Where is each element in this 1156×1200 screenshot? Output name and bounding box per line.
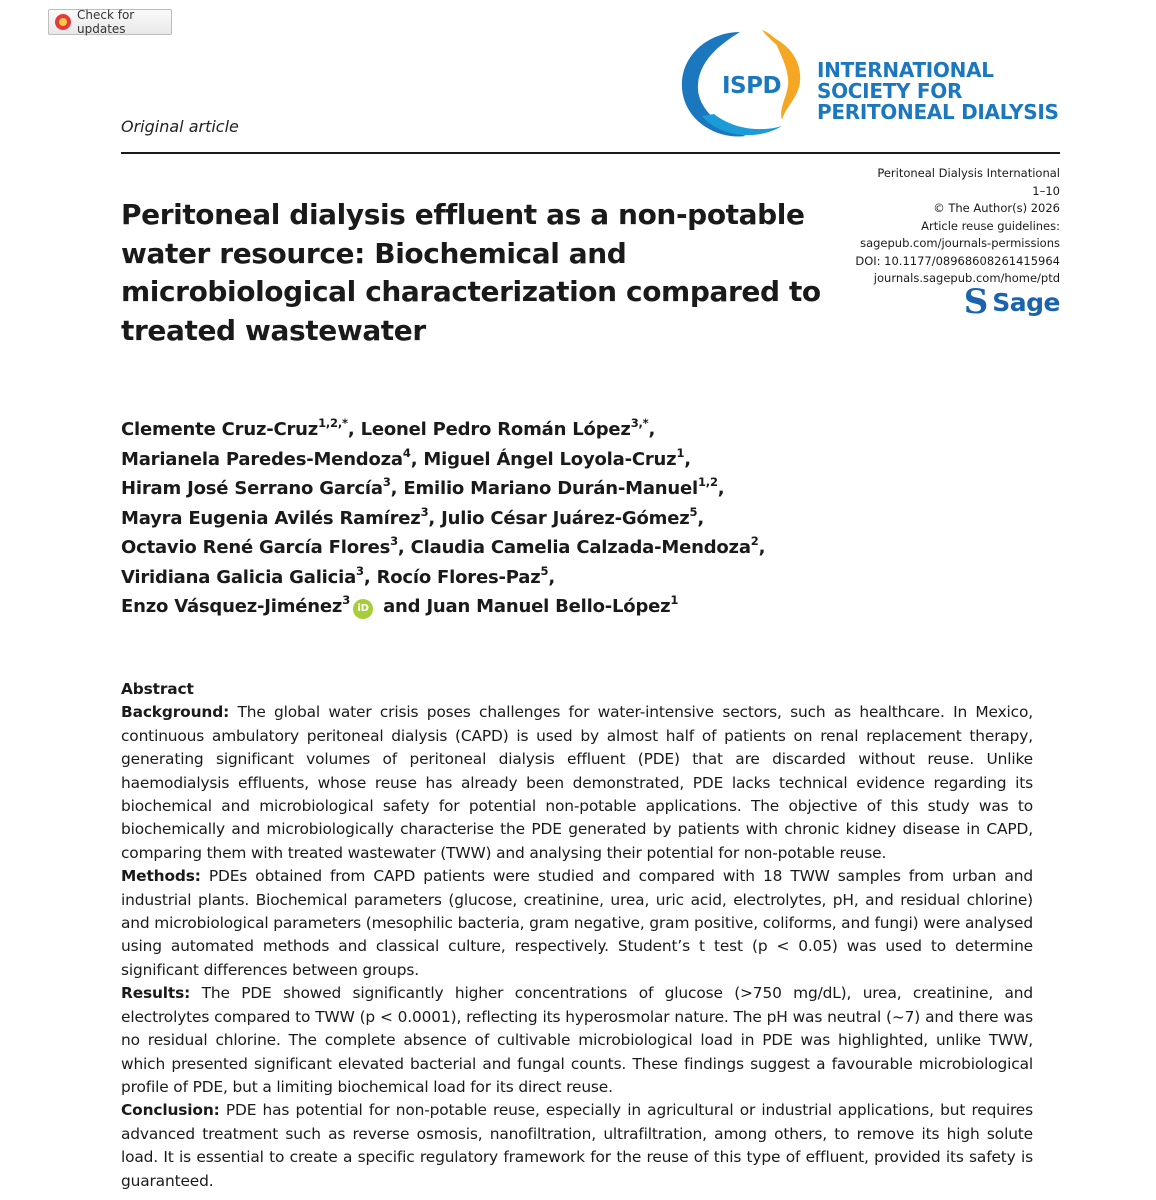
journal-info xyxy=(855,165,1060,288)
publisher-name: Sage xyxy=(992,287,1060,317)
author-name: Mayra Eugenia Avilés Ramírez xyxy=(121,507,421,529)
author-name: Rocío Flores-Paz xyxy=(376,566,541,588)
section-text: The PDE showed significantly higher concentrations of glucose (>750 mg/dL), urea, creatinine, and electrolytes compared to TWW (p < 0.0001), reflecting its hyperosmolar nature. The pH was neutral (~7) and there was no residual chlorine. The complete absence of cultivable microbiological load in PDE was highlighted, unlike TWW, which presented significant elevated bacterial and fungal counts. These findings suggest a favourable microbiological profile of PDE, but a limiting biochemical load for its direct reuse. xyxy=(121,984,1034,1096)
check-for-updates-button[interactable] xyxy=(48,9,172,35)
author-affiliation: 1 xyxy=(670,593,679,607)
section-text: PDE has potential for non-potable reuse, especially in agricultural or industrial applications, but requires advanced treatment such as reverse osmosis, nanofiltration, ultrafiltration, among others, to remove its high solute load. It is essential to create a specific regulatory framework for the reuse of this type of effluent, provided its safety is guaranteed. xyxy=(121,1101,1033,1190)
author-affiliation: 5 xyxy=(689,504,698,519)
society-name-line-1: INTERNATIONAL xyxy=(817,58,994,82)
author-affiliation: 3 xyxy=(420,504,429,519)
journal-home-link[interactable]: journals.sagepub.com/home/ptd xyxy=(873,271,1060,285)
article-type: Original article xyxy=(121,117,239,136)
author-affiliation: 3,* xyxy=(630,416,649,430)
sage-logo xyxy=(963,282,1060,322)
author-separator: , xyxy=(390,478,404,499)
author-affiliation: 1 xyxy=(676,445,685,460)
author-separator: , xyxy=(397,537,411,558)
author-affiliation: 3 xyxy=(356,563,364,578)
author-name: Juan Manuel Bello-López xyxy=(426,596,671,617)
author-affiliation: 1,2 xyxy=(698,475,718,489)
author-line xyxy=(121,592,881,622)
abstract xyxy=(121,678,1033,1193)
author-line xyxy=(121,533,881,563)
author-name: Enzo Vásquez-Jiménez xyxy=(121,596,343,617)
author-name: Hiram José Serrano García xyxy=(121,478,383,499)
society-name-line-2: SOCIETY FOR xyxy=(817,79,963,103)
author-separator: , xyxy=(717,478,725,499)
check-for-updates-label: Check for updates xyxy=(77,8,135,36)
author-list xyxy=(121,415,881,622)
author-name: Leonel Pedro Román López xyxy=(360,419,631,440)
reuse-link[interactable]: sagepub.com/journals-permissions xyxy=(860,236,1060,250)
author-separator: , xyxy=(410,448,424,470)
section-text: PDEs obtained from CAPD patients were studied and compared with 18 TWW samples from urban and industrial plants. Biochemical parameters (glucose, creatinine, urea, uric acid, electrolytes, pH, and residual chlorine) and microbiological parameters (mesophilic bacteria, gram negative, gram positive, coliforms, and fungi) were analysed using automated methods and classical culture, respectively. Student’s t test (p < 0.05) was used to determine significant differences between groups. xyxy=(121,867,1033,979)
society-name-line-3: PERITONEAL DIALYSIS xyxy=(817,100,1059,124)
society-name xyxy=(817,60,1059,123)
section-label: Results: xyxy=(121,984,191,1003)
author-name: Emilio Mariano Durán-Manuel xyxy=(403,478,698,499)
author-line xyxy=(121,504,881,534)
author-name: Marianela Paredes-Mendoza xyxy=(121,448,403,470)
reuse-label: Article reuse guidelines: xyxy=(921,218,1060,233)
author-affiliation: 3 xyxy=(390,534,398,548)
author-separator: , xyxy=(697,507,704,529)
author-separator: , xyxy=(363,566,377,588)
doi[interactable]: DOI: 10.1177/08968608261415964 xyxy=(855,253,1060,268)
author-line xyxy=(121,563,881,593)
header-rule xyxy=(121,152,1060,154)
author-name: Viridiana Galicia Galicia xyxy=(121,566,357,588)
author-affiliation: 3 xyxy=(382,475,391,489)
article-title: Peritoneal dialysis effluent as a non-potable water resource: Biochemical and microbiological characterization compared to treated wastewater xyxy=(121,198,821,347)
page-range: 1–10 xyxy=(1032,183,1060,198)
section-text: The global water crisis poses challenges for water-intensive sectors, such as healthcare. In Mexico, continuous ambulatory peritoneal dialysis (CAPD) is used by almost half of patients on renal replacement therapy, generating significant volumes of peritoneal dialysis effluent (PDE) that are discarded without reuse. Unlike haemodialysis effluents, whose reuse has already been demonstrated, PDE lacks technical evidence regarding its biochemical and microbiological safety for potential non-potable applications. The objective of this study was to biochemically and microbiologically characterise the PDE generated by patients with chronic kidney disease in CAPD, comparing them with treated wastewater (TWW) and analysing their potential for non-potable reuse. xyxy=(121,703,1034,862)
abstract-background xyxy=(121,701,1033,865)
author-separator: , xyxy=(347,419,361,440)
author-separator: , xyxy=(548,566,555,588)
author-name: Miguel Ángel Loyola-Cruz xyxy=(423,448,677,470)
abstract-methods xyxy=(121,865,1033,982)
author-name: Clemente Cruz-Cruz xyxy=(121,419,319,440)
author-separator: , xyxy=(648,419,656,440)
abstract-conclusion xyxy=(121,1099,1033,1193)
author-affiliation: 2 xyxy=(750,534,759,548)
ispd-logo xyxy=(678,28,1068,143)
and-word: and xyxy=(383,596,421,617)
author-separator: , xyxy=(684,448,691,470)
author-name: Julio César Juárez-Gómez xyxy=(441,507,690,529)
copyright: © The Author(s) 2026 xyxy=(933,201,1060,215)
section-label: Background: xyxy=(121,703,230,722)
orcid-icon[interactable]: iD xyxy=(353,599,373,619)
author-line xyxy=(121,474,881,504)
ispd-acronym: ISPD xyxy=(722,73,782,99)
author-line xyxy=(121,415,881,445)
sage-s-icon: S xyxy=(963,282,989,322)
author-affiliation: 1,2,* xyxy=(318,416,348,430)
abstract-heading: Abstract xyxy=(121,680,194,698)
author-line xyxy=(121,445,881,475)
author-affiliation: 4 xyxy=(402,445,411,460)
author-name: Claudia Camelia Calzada-Mendoza xyxy=(410,537,751,558)
journal-name: Peritoneal Dialysis International xyxy=(877,166,1060,180)
author-affiliation: 5 xyxy=(540,563,549,578)
abstract-results xyxy=(121,982,1033,1099)
author-affiliation: 3 xyxy=(342,593,351,607)
section-label: Conclusion: xyxy=(121,1101,220,1120)
section-label: Methods: xyxy=(121,867,201,886)
crossmark-icon xyxy=(55,14,71,30)
author-separator: , xyxy=(428,507,442,529)
author-name: Octavio René García Flores xyxy=(121,537,391,558)
author-separator: , xyxy=(758,537,766,558)
